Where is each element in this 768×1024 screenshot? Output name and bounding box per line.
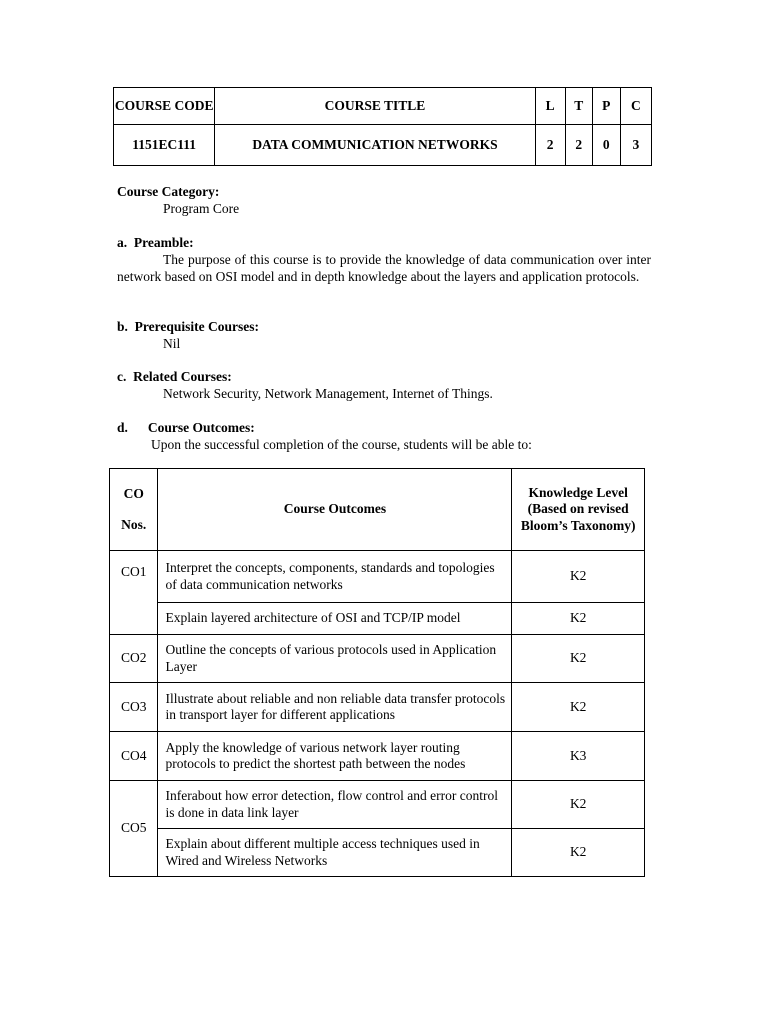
prerequisite-section (117, 318, 259, 352)
course-category-value: Program Core (163, 201, 240, 216)
co-number: CO3 (110, 683, 158, 732)
course-outcomes-table (109, 468, 645, 877)
t-value: 2 (565, 125, 592, 166)
table-row (110, 551, 645, 603)
co-number: CO2 (110, 635, 158, 683)
course-title: DATA COMMUNICATION NETWORKS (215, 125, 535, 166)
outcome-text: Outline the concepts of various protocols used in Application Layer (158, 635, 512, 683)
prerequisite-value: Nil (163, 336, 181, 351)
outcomes-section (117, 419, 532, 453)
knowledge-level: K3 (512, 732, 645, 781)
outcomes-header: Course Outcomes (158, 469, 512, 551)
knowledge-level: K2 (512, 829, 645, 877)
co-number: CO1 (110, 551, 158, 635)
c-value: 3 (620, 125, 651, 166)
outcomes-label-line (117, 419, 532, 436)
l-header: L (535, 88, 565, 125)
course-code-header: COURSE CODE (114, 88, 215, 125)
outcomes-header-row (110, 469, 645, 551)
p-value: 0 (592, 125, 620, 166)
course-row (114, 125, 652, 166)
co-header-line2: Nos. (121, 516, 147, 532)
outcome-text: Explain layered architecture of OSI and TCP/IP model (158, 603, 512, 635)
t-header: T (565, 88, 592, 125)
c-header: C (620, 88, 651, 125)
related-label: c. Related Courses: (117, 369, 232, 384)
prerequisite-label: b. Prerequisite Courses: (117, 319, 259, 334)
co-header-line1: CO (123, 486, 144, 501)
table-row (110, 829, 645, 877)
outcome-text: Inferabout how error detection, flow control and error control is done in data link layer (158, 781, 512, 829)
course-header-table (113, 87, 652, 166)
preamble-text: The purpose of this course is to provide the knowledge of data communication over inter network based on OSI model and in depth knowledge about the layers and application protocols. (117, 252, 651, 284)
related-value: Network Security, Network Management, Internet of Things. (163, 386, 493, 401)
l-value: 2 (535, 125, 565, 166)
outcome-text: Apply the knowledge of various network layer routing protocols to predict the shortest path between the nodes (158, 732, 512, 781)
co-number: CO4 (110, 732, 158, 781)
header-row (114, 88, 652, 125)
knowledge-level: K2 (512, 781, 645, 829)
course-code: 1151EC111 (114, 125, 215, 166)
co-nos-header (110, 469, 158, 551)
table-row (110, 683, 645, 732)
knowledge-level: K2 (512, 603, 645, 635)
table-row (110, 603, 645, 635)
course-category-label: Course Category: (117, 184, 220, 199)
table-row (110, 781, 645, 829)
knowledge-level-header: Knowledge Level (Based on revised Bloom’s Taxonomy) (512, 469, 645, 551)
knowledge-level: K2 (512, 635, 645, 683)
table-row (110, 635, 645, 683)
outcomes-label-prefix: d. (117, 420, 128, 435)
preamble-section (117, 234, 651, 285)
outcome-text: Illustrate about reliable and non reliable data transfer protocols in transport layer for different applications (158, 683, 512, 732)
knowledge-level: K2 (512, 551, 645, 603)
knowledge-level: K2 (512, 683, 645, 732)
p-header: P (592, 88, 620, 125)
course-category-section (117, 183, 239, 217)
table-row (110, 732, 645, 781)
co-number: CO5 (110, 781, 158, 877)
outcome-text: Explain about different multiple access techniques used in Wired and Wireless Networks (158, 829, 512, 877)
outcomes-intro: Upon the successful completion of the course, students will be able to: (151, 437, 532, 452)
outcome-text: Interpret the concepts, components, standards and topologies of data communication networks (158, 551, 512, 603)
related-section (117, 368, 493, 402)
course-title-header: COURSE TITLE (215, 88, 535, 125)
preamble-label: a. Preamble: (117, 235, 194, 250)
outcomes-label: Course Outcomes: (147, 420, 255, 435)
